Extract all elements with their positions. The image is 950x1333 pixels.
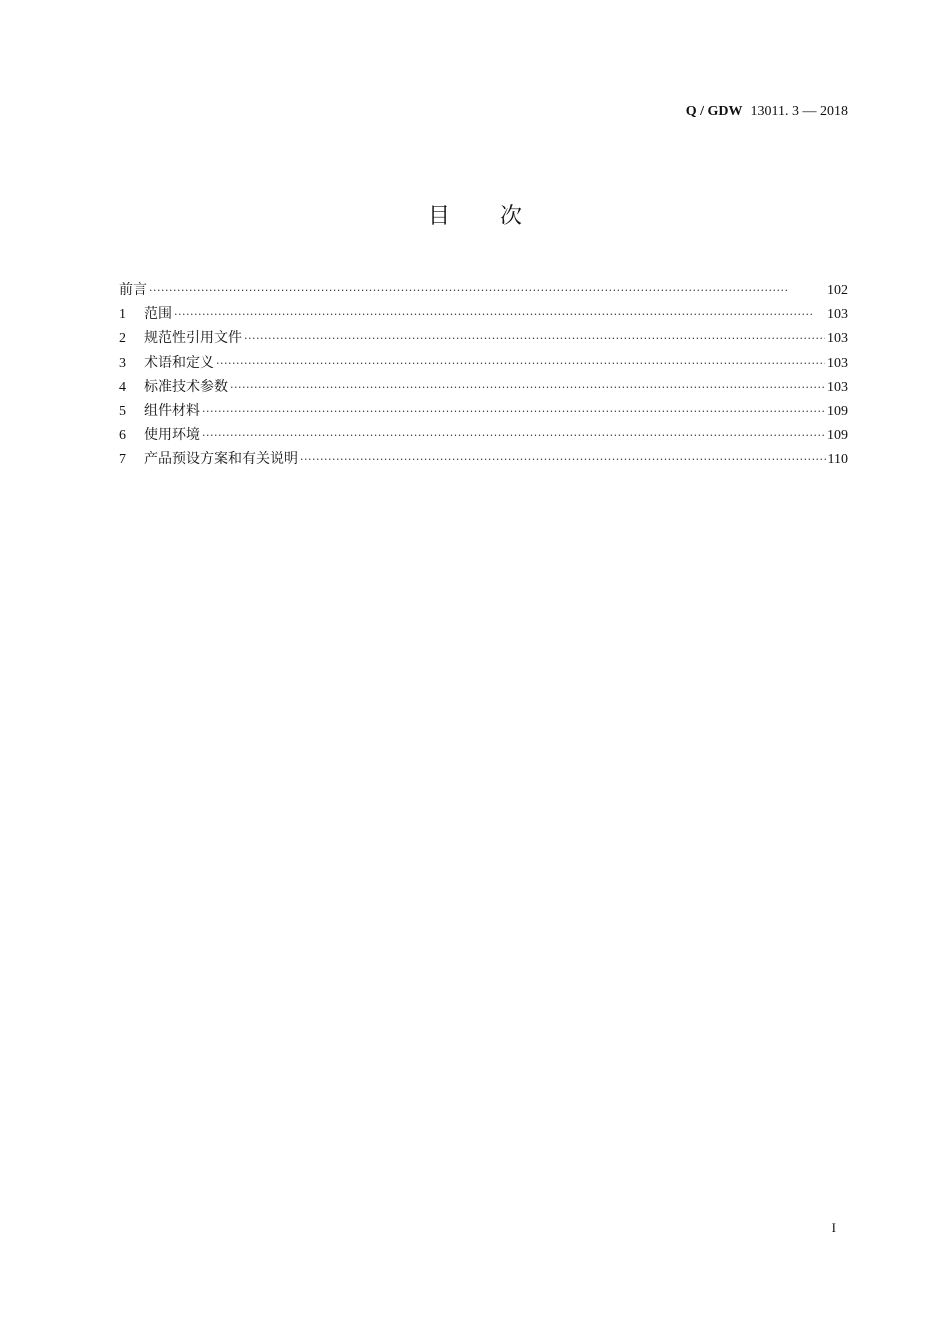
toc-entry-terms-definitions[interactable] (119, 353, 848, 377)
toc-entry-technical-parameters[interactable] (119, 377, 848, 401)
table-of-contents (119, 280, 848, 474)
toc-entry-page: 102 (827, 283, 848, 298)
toc-entry-operating-environment[interactable] (119, 425, 848, 449)
standard-number: 13011. 3 — 2018 (750, 104, 848, 119)
document-header (686, 101, 848, 122)
toc-entry-page: 109 (827, 428, 848, 444)
toc-dot-leader (202, 402, 825, 422)
toc-entry-preset-schemes[interactable] (119, 449, 848, 473)
toc-entry-component-materials[interactable] (119, 401, 848, 425)
page-number: I (831, 1220, 836, 1235)
toc-entry-label: 标准技术参数 (144, 378, 228, 395)
toc-dot-leader (149, 281, 825, 301)
toc-entry-normative-references[interactable] (119, 328, 848, 352)
toc-dot-leader (244, 329, 825, 349)
toc-dot-leader (216, 354, 825, 374)
toc-entry-page: 103 (827, 355, 848, 371)
toc-entry-number: 5 (119, 403, 126, 419)
toc-dot-leader (202, 426, 825, 446)
toc-entry-number: 3 (119, 355, 126, 371)
toc-entry-label: 规范性引用文件 (144, 330, 242, 347)
toc-entry-label: 使用环境 (144, 427, 200, 444)
toc-entry-label: 术语和定义 (144, 354, 214, 371)
toc-entry-page: 103 (827, 379, 848, 395)
toc-entry-scope[interactable] (119, 304, 848, 328)
toc-entry-label: 前言 (119, 282, 147, 298)
toc-dot-leader (300, 450, 826, 470)
toc-entry-label: 范围 (144, 306, 172, 323)
toc-entry-number: 1 (119, 307, 126, 323)
toc-entry-page: 109 (827, 403, 848, 419)
toc-entry-page: 110 (827, 452, 848, 468)
toc-entry-number: 7 (119, 452, 126, 468)
toc-entry-number: 4 (119, 379, 126, 395)
toc-dot-leader (174, 305, 825, 325)
toc-entry-number: 2 (119, 331, 126, 347)
toc-entry-number: 6 (119, 428, 126, 444)
toc-dot-leader (230, 378, 825, 398)
standard-code: Q / GDW (685, 104, 743, 119)
page-title: 目次 (427, 204, 572, 229)
toc-entry-label: 产品预设方案和有关说明 (144, 451, 298, 468)
toc-entry-page: 103 (827, 331, 848, 347)
toc-entry-page: 103 (827, 307, 848, 323)
toc-entry-foreword[interactable] (119, 280, 848, 304)
toc-entry-label: 组件材料 (144, 402, 200, 419)
